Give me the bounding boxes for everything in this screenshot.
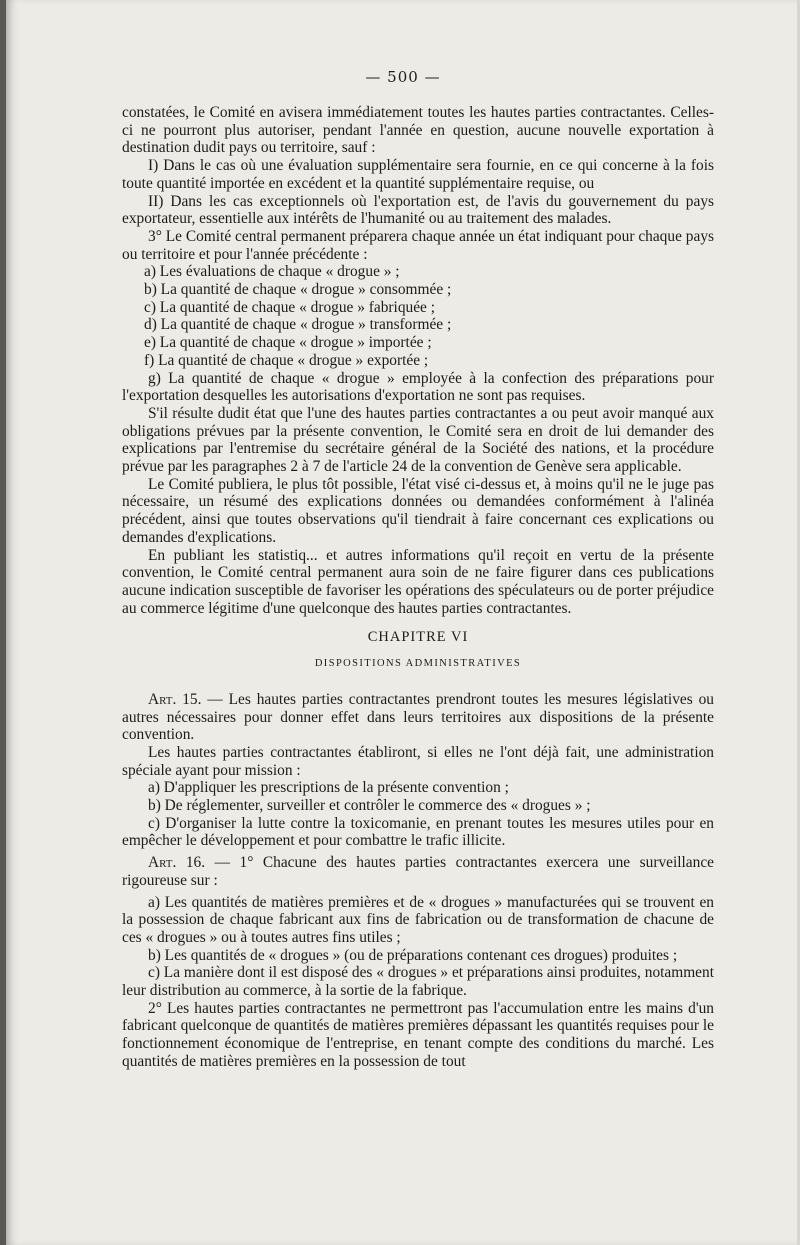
- list-item: b) De réglementer, surveiller et contrôler le commerce des « drogues » ;: [148, 797, 591, 815]
- list-item: a) D'appliquer les prescriptions de la présente convention ;: [148, 779, 509, 797]
- page-number: — 500 —: [365, 68, 441, 86]
- paragraph: Les hautes parties contractantes établiront, si elles ne l'ont déjà fait, une administration spéciale ayant pour mission :: [122, 743, 714, 779]
- paragraph: Le Comité publiera, le plus tôt possible, l'état visé ci-dessus et, à moins qu'il ne le juge pas nécessaire, un résumé des explications données ou demandées conformément à l'alinéa précédent, ainsi que toutes observations qu'il tiendrait à faire concernant ces explications ou demandes d'explications.: [122, 475, 714, 546]
- list-item: c) La manière dont il est disposé des « drogues » et préparations ainsi produites, notamment leur distribution au commerce, à la sortie de la fabrique.: [122, 964, 714, 1000]
- list-item: b) Les quantités de « drogues » (ou de préparations contenant ces drogues) produites ;: [148, 946, 678, 964]
- list-item: g) La quantité de chaque « drogue » employée à la confection des préparations pour l'exportation desquelles les autorisations d'exportation ne sont pas requises.: [122, 369, 714, 405]
- document-page: [6, 0, 800, 1245]
- article-label: Art. 15.: [148, 690, 202, 708]
- paragraph: constatées, le Comité en avisera immédiatement toutes les hautes parties contractantes. Celles-ci ne pourront plus autoriser, pendant l'année en question, aucune nouvelle exportation à destination dudit pays ou territoire, sauf :: [122, 104, 714, 157]
- document-body: [122, 104, 714, 1071]
- paragraph: 2° Les hautes parties contractantes ne permettront pas l'accumulation entre les mains d'un fabricant quelconque de quantités de matières premières dépassant les quantités requises pour le fonctionnement économique de l'entreprise, en tenant compte des conditions du marché. Les quantités de matières premières en la possession de tout: [122, 999, 714, 1070]
- article-16-paragraph: [122, 854, 714, 889]
- chapter-subtitle: DISPOSITIONS ADMINISTRATIVES: [314, 658, 522, 670]
- paragraph: S'il résulte dudit état que l'une des hautes parties contractantes a ou peut avoir manqué aux obligations prévues par la présente convention, le Comité sera en droit de lui demander des explications par l'entremise du secrétaire général de la Société des nations, et la procédure prévue par les paragraphes 2 à 7 de l'article 24 de la convention de Genève sera applicable.: [122, 404, 714, 476]
- list-item: e) La quantité de chaque « drogue » importée ;: [144, 334, 432, 352]
- list-item: a) Les évaluations de chaque « drogue » ;: [144, 263, 400, 281]
- list-item: c) La quantité de chaque « drogue » fabriquée ;: [144, 298, 436, 316]
- list-item: d) La quantité de chaque « drogue » transformée ;: [144, 316, 452, 334]
- article-text: — Les hautes parties contractantes prendront toutes les mesures législatives ou autres nécessaires pour donner effet dans leurs territoires aux dispositions de la présente convention.: [122, 690, 714, 744]
- paragraph: I) Dans le cas où une évaluation supplémentaire sera fournie, en ce qui concerne à la fois toute quantité importée en excédent et la quantité supplémentaire requise, ou: [122, 157, 714, 192]
- article-15-paragraph: [122, 691, 714, 744]
- list-item: b) La quantité de chaque « drogue » consommée ;: [144, 281, 452, 299]
- paragraph: 3° Le Comité central permanent préparera chaque année un état indiquant pour chaque pays ou territoire et pour l'année précédente :: [122, 227, 714, 263]
- list-item: c) D'organiser la lutte contre la toxicomanie, en prenant toutes les mesures utiles pour en empêcher le développement et pour combattre le trafic illicite.: [122, 814, 714, 850]
- list-item: f) La quantité de chaque « drogue » exportée ;: [144, 351, 429, 369]
- chapter-title: CHAPITRE VI: [367, 629, 469, 646]
- paragraph: II) Dans les cas exceptionnels où l'exportation est, de l'avis du gouvernement du pays exportateur, essentielle aux intérêts de l'humanité ou au traitement des malades.: [122, 192, 714, 228]
- list-item: a) Les quantités de matières premières et de « drogues » manufacturées qui se trouvent en la possession de chaque fabricant aux fins de fabrication ou de transformation de chacune de ces « drogues » ou à toutes autres fins utiles ;: [122, 893, 714, 946]
- paragraph: En publiant les statistiq... et autres informations qu'il reçoit en vertu de la présente convention, le Comité central permanent aura soin de ne faire figurer dans ces publications aucune indication susceptible de favoriser les opérations des spéculateurs ou de porter préjudice au commerce légitime d'une quelconque des hautes parties contractantes.: [122, 546, 714, 617]
- article-label: Art. 16.: [148, 854, 206, 872]
- article-text: — 1° Chacune des hautes parties contractantes exercera une surveillance rigoureuse sur :: [122, 854, 714, 889]
